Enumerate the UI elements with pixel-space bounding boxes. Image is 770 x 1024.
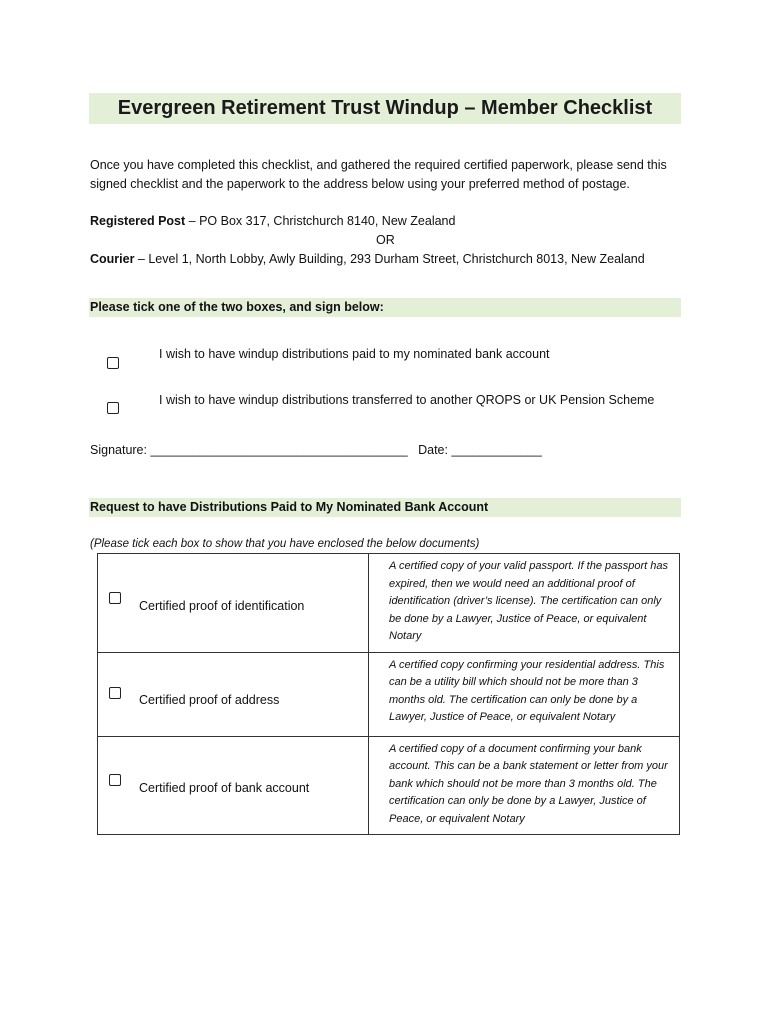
table-row (98, 736, 680, 835)
registered-post-label: Registered Post (90, 214, 186, 228)
table-row (98, 554, 680, 653)
signature-date-line[interactable]: Signature: _____________________________________ Date: _____________ (90, 443, 542, 457)
bank-account-cell (98, 736, 369, 835)
registered-post-line (90, 212, 455, 231)
intro-paragraph: Once you have completed this checklist, and gathered the required certified paperwork, please send this signed checklist and the paperwork to the address below using your preferred method of postage. (90, 158, 667, 191)
registered-post-address: – PO Box 317, Christchurch 8140, New Zealand (185, 214, 456, 228)
courier-label: Courier (90, 252, 135, 266)
address-label: Certified proof of address (139, 692, 280, 707)
bank-account-option-checkbox[interactable] (107, 357, 119, 369)
qrops-option-label: I wish to have windup distributions transferred to another QROPS or UK Pension Scheme (159, 393, 655, 407)
page-title: Evergreen Retirement Trust Windup – Member Checklist (89, 93, 681, 124)
bank-account-checkbox[interactable] (109, 774, 121, 786)
courier-line (90, 250, 645, 269)
bank-account-option-label: I wish to have windup distributions paid to my nominated bank account (159, 347, 550, 361)
identification-cell (98, 554, 369, 653)
identification-description: A certified copy of your valid passport. If the passport has expired, then we would need an additional proof of identification (driver’s license). The certification can only be done by a Lawyer, Justice of Peace, or equivalent Notary (369, 554, 680, 653)
address-checkbox[interactable] (109, 687, 121, 699)
qrops-option-checkbox[interactable] (107, 402, 119, 414)
identification-label: Certified proof of identification (139, 599, 305, 613)
or-text: OR (376, 233, 395, 247)
distribution-section-heading: Request to have Distributions Paid to My Nominated Bank Account (89, 498, 681, 517)
courier-address: – Level 1, North Lobby, Awly Building, 293 Durham Street, Christchurch 8013, New Zealand (134, 252, 645, 266)
identification-checkbox[interactable] (109, 592, 121, 604)
documents-table (97, 553, 680, 835)
bank-account-description: A certified copy of a document confirming your bank account. This can be a bank statement or letter from your bank which should not be more than 3 months old. The certification can only be done by a Lawyer, Justice of Peace, or equivalent Notary (369, 736, 680, 835)
address-cell (98, 652, 369, 736)
tick-section-heading: Please tick one of the two boxes, and sign below: (89, 298, 681, 317)
address-description: A certified copy confirming your residential address. This can be a utility bill which should not be more than 3 months old. The certification can only be done by a Lawyer, Justice of Peace, or equivalent Notary (369, 652, 680, 736)
table-row (98, 652, 680, 736)
enclosure-note: (Please tick each box to show that you have enclosed the below documents) (90, 538, 480, 550)
bank-account-label: Certified proof of bank account (139, 780, 310, 795)
